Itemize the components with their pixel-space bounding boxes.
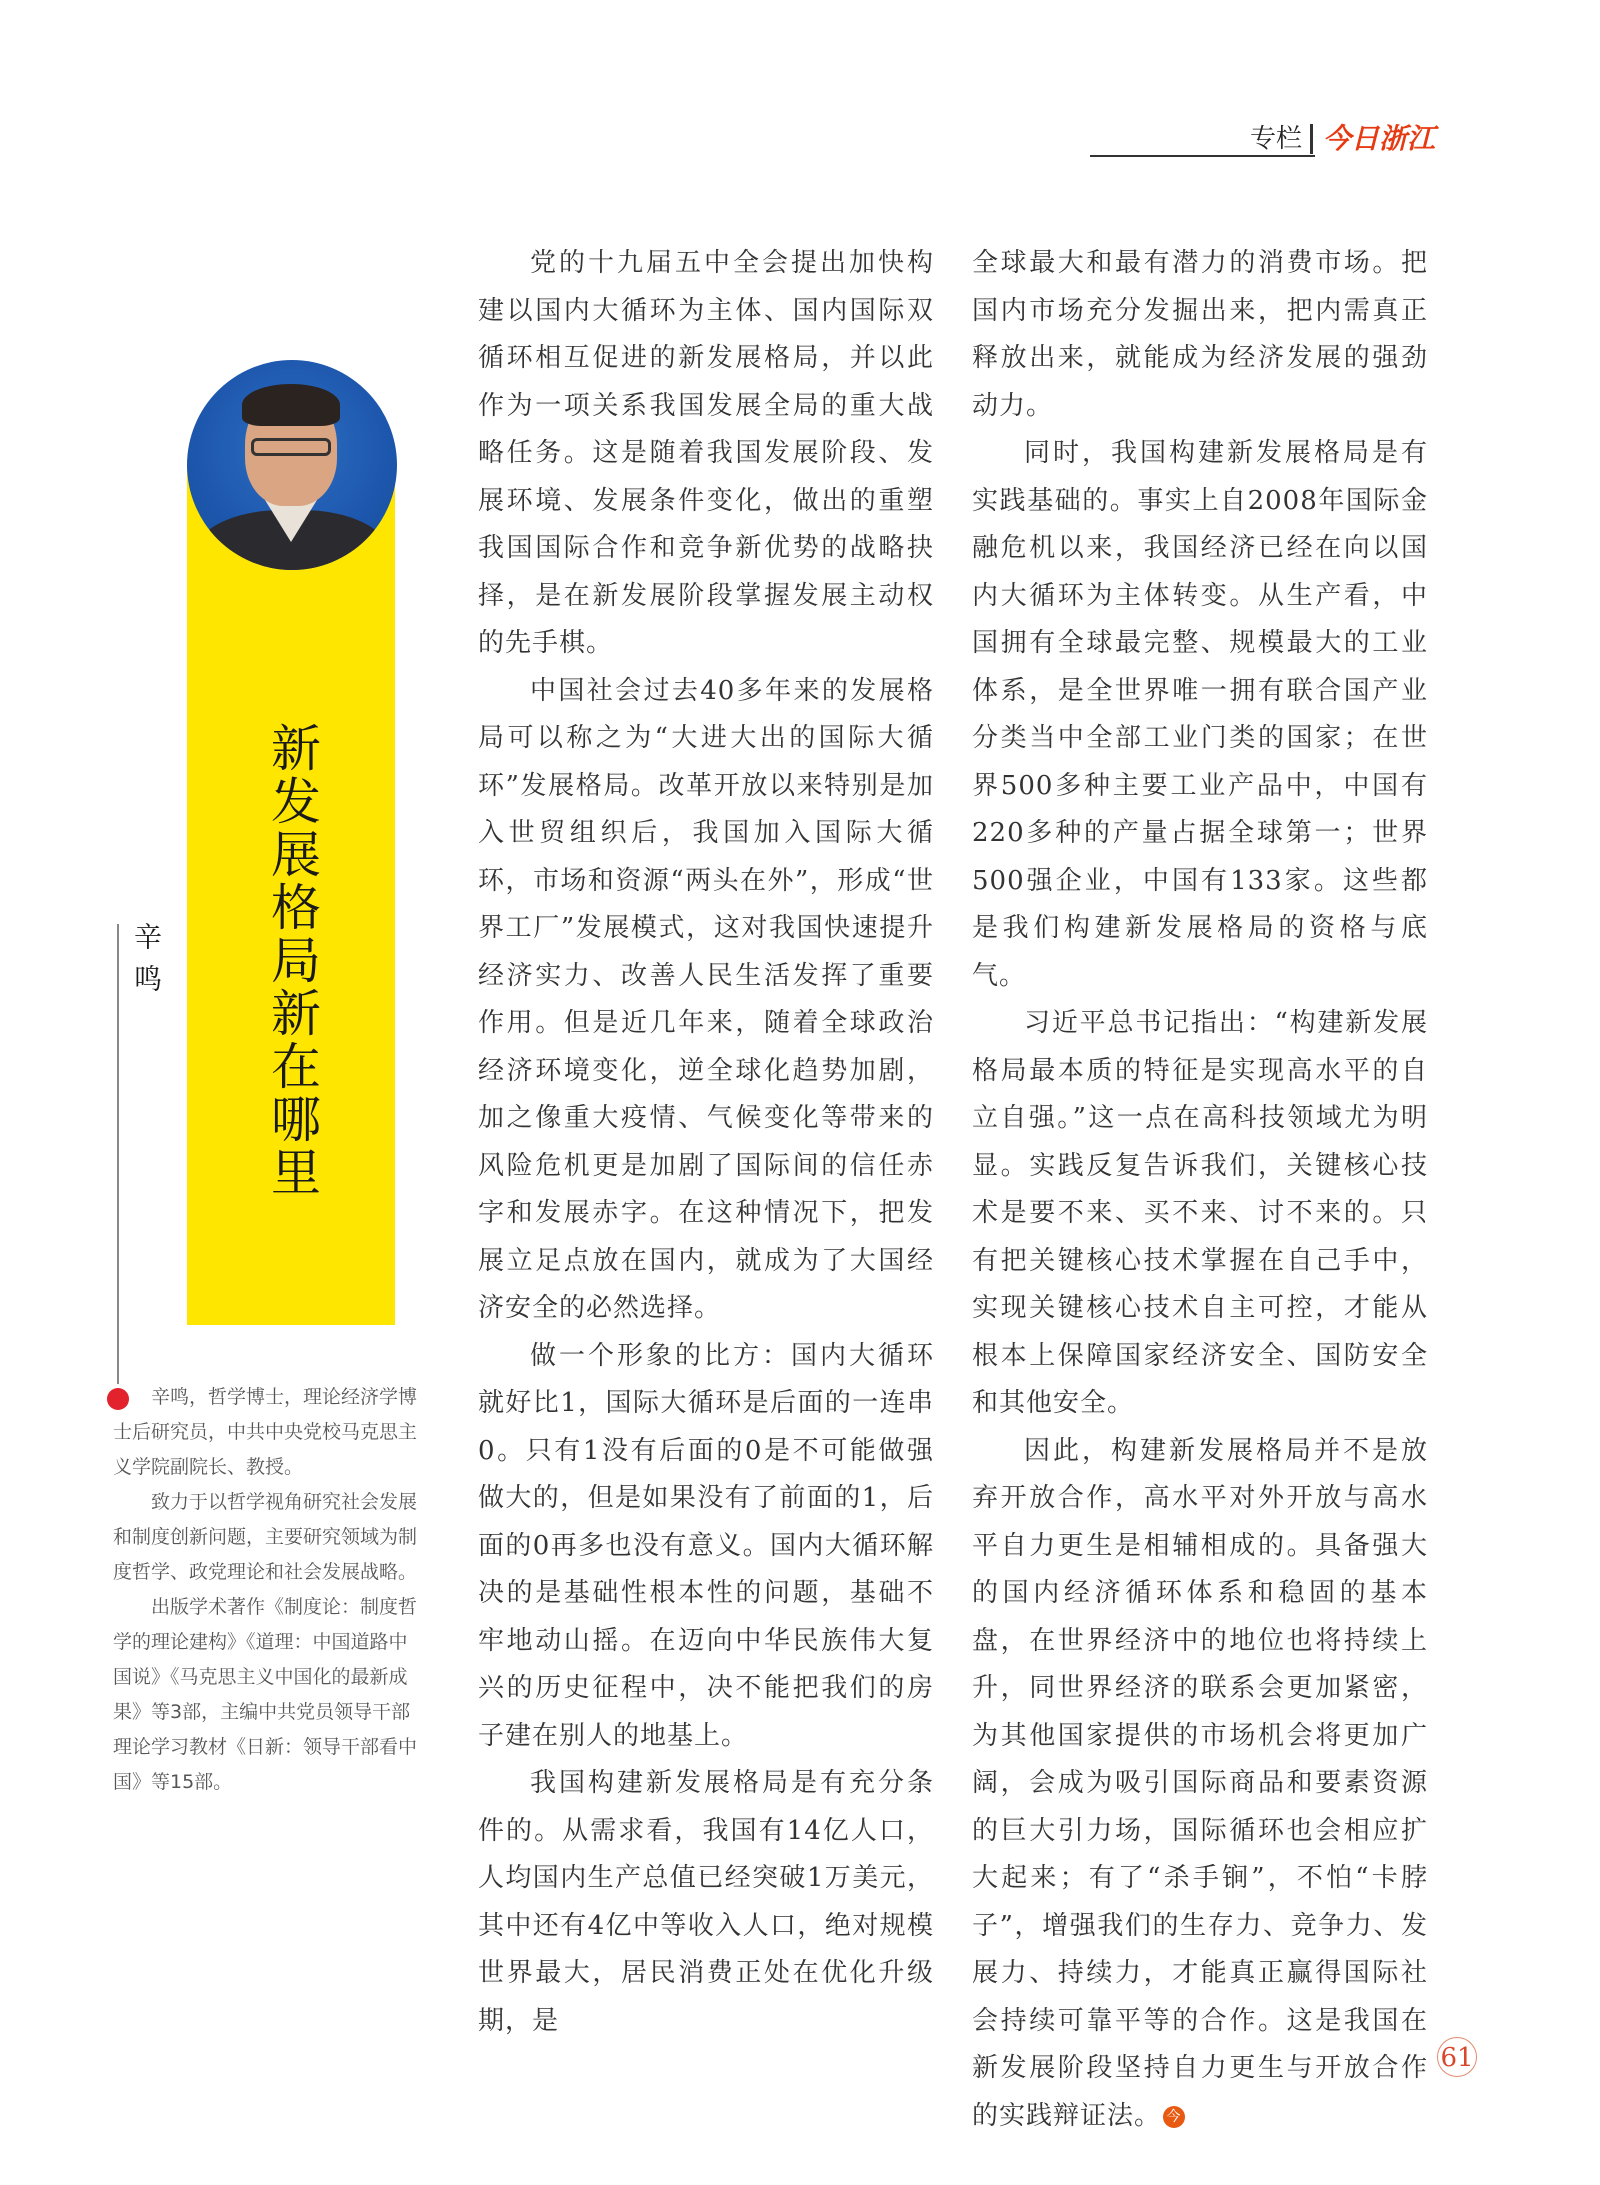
- body-column-2: [972, 240, 1428, 2140]
- author-name: 辛鸣: [130, 922, 163, 1006]
- magazine-header: [1090, 122, 1435, 162]
- last-paragraph-text: 因此，构建新发展格局并不是放弃开放合作，高水平对外开放与高水平自力更生是相辅相成的。具备强大的国内经济循环体系和稳固的基本盘，在世界经济中的地位也将持续上升，同世界经济的联系会更加紧密，为其他国家提供的市场机会将更加广阔，会成为吸引国际商品和要素资源的巨大引力场，国际循环也会相应扩大起来；有了“杀手锏”，不怕“卡脖子”，增强我们的生存力、竞争力、发展力、持续力，才能真正赢得国际社会持续可靠平等的合作。这是我国在新发展阶段坚持自力更生与开放合作的实践辩证法。: [972, 1435, 1428, 2131]
- bio-paragraph: 出版学术著作《制度论：制度哲学的理论建构》《道理：中国道路中国说》《马克思主义中国化的最新成果》等3部，主编中共党员领导干部理论学习教材《日新：领导干部看中国》等15部。: [113, 1596, 418, 1793]
- body-paragraph: 同时，我国构建新发展格局是有实践基础的。事实上自2008年国际金融危机以来，我国经济已经在向以国内大循环为主体转变。从生产看，中国拥有全球最完整、规模最大的工业体系，是全世界唯一拥有联合国产业分类当中全部工业门类的国家；在世界500多种主要工业产品中，中国有220多种的产量占据全球第一；世界500强企业，中国有133家。这些都是我们构建新发展格局的资格与底气。: [972, 438, 1428, 991]
- body-paragraph: 做一个形象的比方：国内大循环就好比1，国际大循环是后面的一连串0。只有1没有后面的0是不可能做强做大的，但是如果没有了前面的1，后面的0再多也没有意义。国内大循环解决的是基础性根本性的问题，基础不牢地动山摇。在迈向中华民族伟大复兴的历史征程中，决不能把我们的房子建在别人的地基上。: [478, 1340, 934, 1751]
- page-number: 61: [1437, 2037, 1477, 2077]
- header-separator: [1310, 124, 1313, 154]
- body-paragraph: 中国社会过去40多年来的发展格局可以称之为“大进大出的国际大循环”发展格局。改革开放以来特别是加入世贸组织后，我国加入国际大循环，市场和资源“两头在外”，形成“世界工厂”发展模式，这对我国快速提升经济实力、改善人民生活发挥了重要作用。但是近几年来，随着全球政治经济环境变化，逆全球化趋势加剧，加之像重大疫情、气候变化等带来的风险危机更是加剧了国际间的信任赤字和发展赤字。在这种情况下，把发展立足点放在国内，就成为了大国经济安全的必然选择。: [478, 675, 934, 1323]
- author-divider: [117, 924, 119, 1384]
- body-paragraph: 全球最大和最有潜力的消费市场。把国内市场充分发掘出来，把内需真正释放出来，就能成为经济发展的强劲动力。: [972, 248, 1428, 421]
- bio-paragraph: 致力于以哲学视角研究社会发展和制度创新问题，主要研究领域为制度哲学、政党理论和社会发展战略。: [113, 1491, 418, 1583]
- magazine-logo: 今日浙江: [1323, 122, 1436, 155]
- author-bio: [113, 1380, 418, 1800]
- bio-paragraph: 辛鸣，哲学博士，理论经济学博士后研究员，中共中央党校马克思主义学院副院长、教授。: [113, 1386, 418, 1478]
- author-photo: [187, 360, 397, 570]
- body-column-1: [478, 240, 934, 2045]
- body-paragraph-last: [972, 1428, 1428, 2141]
- end-mark-icon: 今: [1163, 2106, 1185, 2128]
- body-paragraph: 习近平总书记指出：“构建新发展格局最本质的特征是实现高水平的自立自强。”这一点在高科技领域尤为明显。实践反复告诉我们，关键核心技术是要不来、买不来、讨不来的。只有把关键核心技术掌握在自己手中，实现关键核心技术自主可控，才能从根本上保障国家经济安全、国防安全和其他安全。: [972, 1008, 1428, 1418]
- article-title: 新发展格局新在哪里: [263, 722, 321, 1199]
- body-paragraph: 我国构建新发展格局是有充分条件的。从需求看，我国有14亿人口，人均国内生产总值已经突破1万美元，其中还有4亿中等收入人口，绝对规模世界最大，居民消费正处在优化升级期，是: [478, 1768, 934, 2036]
- body-paragraph: 党的十九届五中全会提出加快构建以国内大循环为主体、国内国际双循环相互促进的新发展格局，并以此作为一项关系我国发展全局的重大战略任务。这是随着我国发展阶段、发展环境、发展条件变化，做出的重塑我国国际合作和竞争新优势的战略抉择，是在新发展阶段掌握发展主动权的先手棋。: [478, 248, 934, 658]
- column-label: 专栏: [1250, 124, 1303, 154]
